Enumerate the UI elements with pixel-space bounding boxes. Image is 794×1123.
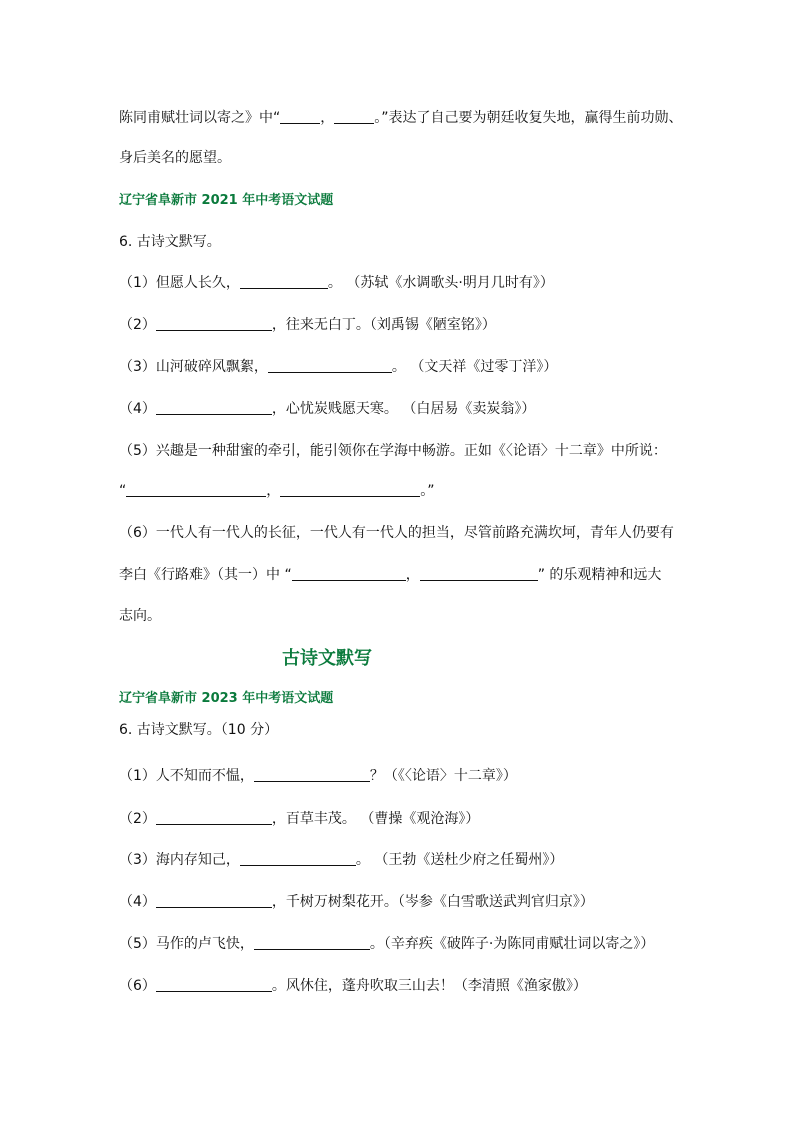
blank-field[interactable]	[240, 851, 356, 866]
blank-field[interactable]	[334, 109, 374, 124]
text: 李白《行路难》（其一）中 “	[119, 567, 292, 583]
text: ，千树万树梨花开。（岑参《白雪歌送武判官归京》）	[271, 894, 594, 910]
text: （6）	[119, 978, 156, 994]
question-item-5-answer	[119, 481, 435, 501]
question-item-3	[119, 850, 563, 870]
text: 。”表达了自己要为朝廷收复失地，赢得生前功勋、	[374, 110, 683, 126]
section-source-2023: 辽宁省阜新市 2023 年中考语文试题	[119, 691, 334, 706]
text: ？（《〈论语〉十二章》）	[369, 768, 517, 784]
text: （3）山河破碎风飘絮，	[119, 359, 268, 375]
text: （4）	[119, 894, 156, 910]
question-item-6: （6）一代人有一代人的长征，一代人有一代人的担当，尽管前路充满坎坷，青年人仍要有	[119, 525, 674, 541]
text: “	[119, 483, 127, 499]
text: ，百草丰茂。 （曹操《观沧海》）	[271, 811, 480, 827]
question-item-3	[119, 357, 557, 377]
section-heading: 古诗文默写	[282, 648, 372, 669]
blank-field[interactable]	[420, 566, 538, 581]
text: 。 （文天祥《过零丁洋》）	[391, 359, 558, 375]
blank-field[interactable]	[156, 977, 272, 992]
text: （3）海内存知己，	[119, 852, 240, 868]
question-title: 6. 古诗文默写。（10 分）	[119, 722, 279, 738]
text: 。风休住，蓬舟吹取三山去！（李清照《渔家傲》）	[271, 978, 587, 994]
question-item-4	[119, 892, 594, 912]
text: （5）马作的卢飞快，	[119, 936, 254, 952]
text: ，心忧炭贱愿天寒。 （白居易《卖炭翁》）	[271, 401, 536, 417]
text: ，往来无白丁。（刘禹锡《陋室铭》）	[271, 317, 496, 333]
blank-field[interactable]	[268, 358, 392, 373]
text: （2）	[119, 811, 156, 827]
blank-field[interactable]	[280, 109, 320, 124]
blank-field[interactable]	[254, 935, 370, 950]
question-item-5: （5）兴趣是一种甜蜜的牵引，能引领你在学海中畅游。正如《〈论语〉十二章》中所说：	[119, 443, 667, 459]
text: ，	[405, 567, 420, 583]
text: 。 （苏轼《水调歌头·明月几时有》）	[327, 275, 554, 291]
question-item-2	[119, 315, 496, 335]
blank-field[interactable]	[240, 274, 328, 289]
blank-field[interactable]	[156, 893, 272, 908]
blank-field[interactable]	[156, 400, 272, 415]
blank-field[interactable]	[126, 482, 266, 497]
question-item-6	[119, 976, 587, 996]
text: （1）但愿人长久，	[119, 275, 240, 291]
text: 。 （王勃《送杜少府之任蜀州》）	[355, 852, 564, 868]
blank-field[interactable]	[280, 482, 420, 497]
blank-field[interactable]	[292, 566, 406, 581]
blank-field[interactable]	[156, 810, 272, 825]
question-item-5	[119, 934, 654, 954]
text: （1）人不知而不愠，	[119, 768, 254, 784]
text: （4）	[119, 401, 156, 417]
blank-field[interactable]	[156, 316, 272, 331]
question-item-6-line-3: 志向。	[119, 608, 161, 624]
question-item-1	[119, 766, 517, 786]
text: ” 的乐观精神和远大	[537, 567, 662, 583]
question-item-4	[119, 399, 535, 419]
text: 。”	[420, 483, 435, 499]
intro-line-1	[119, 108, 683, 128]
question-item-1	[119, 273, 554, 293]
text: ，	[266, 483, 281, 499]
blank-field[interactable]	[254, 767, 370, 782]
question-item-6-line-2	[119, 565, 661, 585]
section-source-2021: 辽宁省阜新市 2021 年中考语文试题	[119, 193, 334, 208]
text: 陈同甫赋壮词以寄之》中“	[119, 110, 281, 126]
text: 。（辛弃疾《破阵子·为陈同甫赋壮词以寄之》）	[369, 936, 655, 952]
text: ，	[320, 110, 335, 126]
question-title: 6. 古诗文默写。	[119, 234, 221, 250]
question-item-2	[119, 809, 479, 829]
text: （2）	[119, 317, 156, 333]
intro-line-2: 身后美名的愿望。	[119, 150, 231, 166]
